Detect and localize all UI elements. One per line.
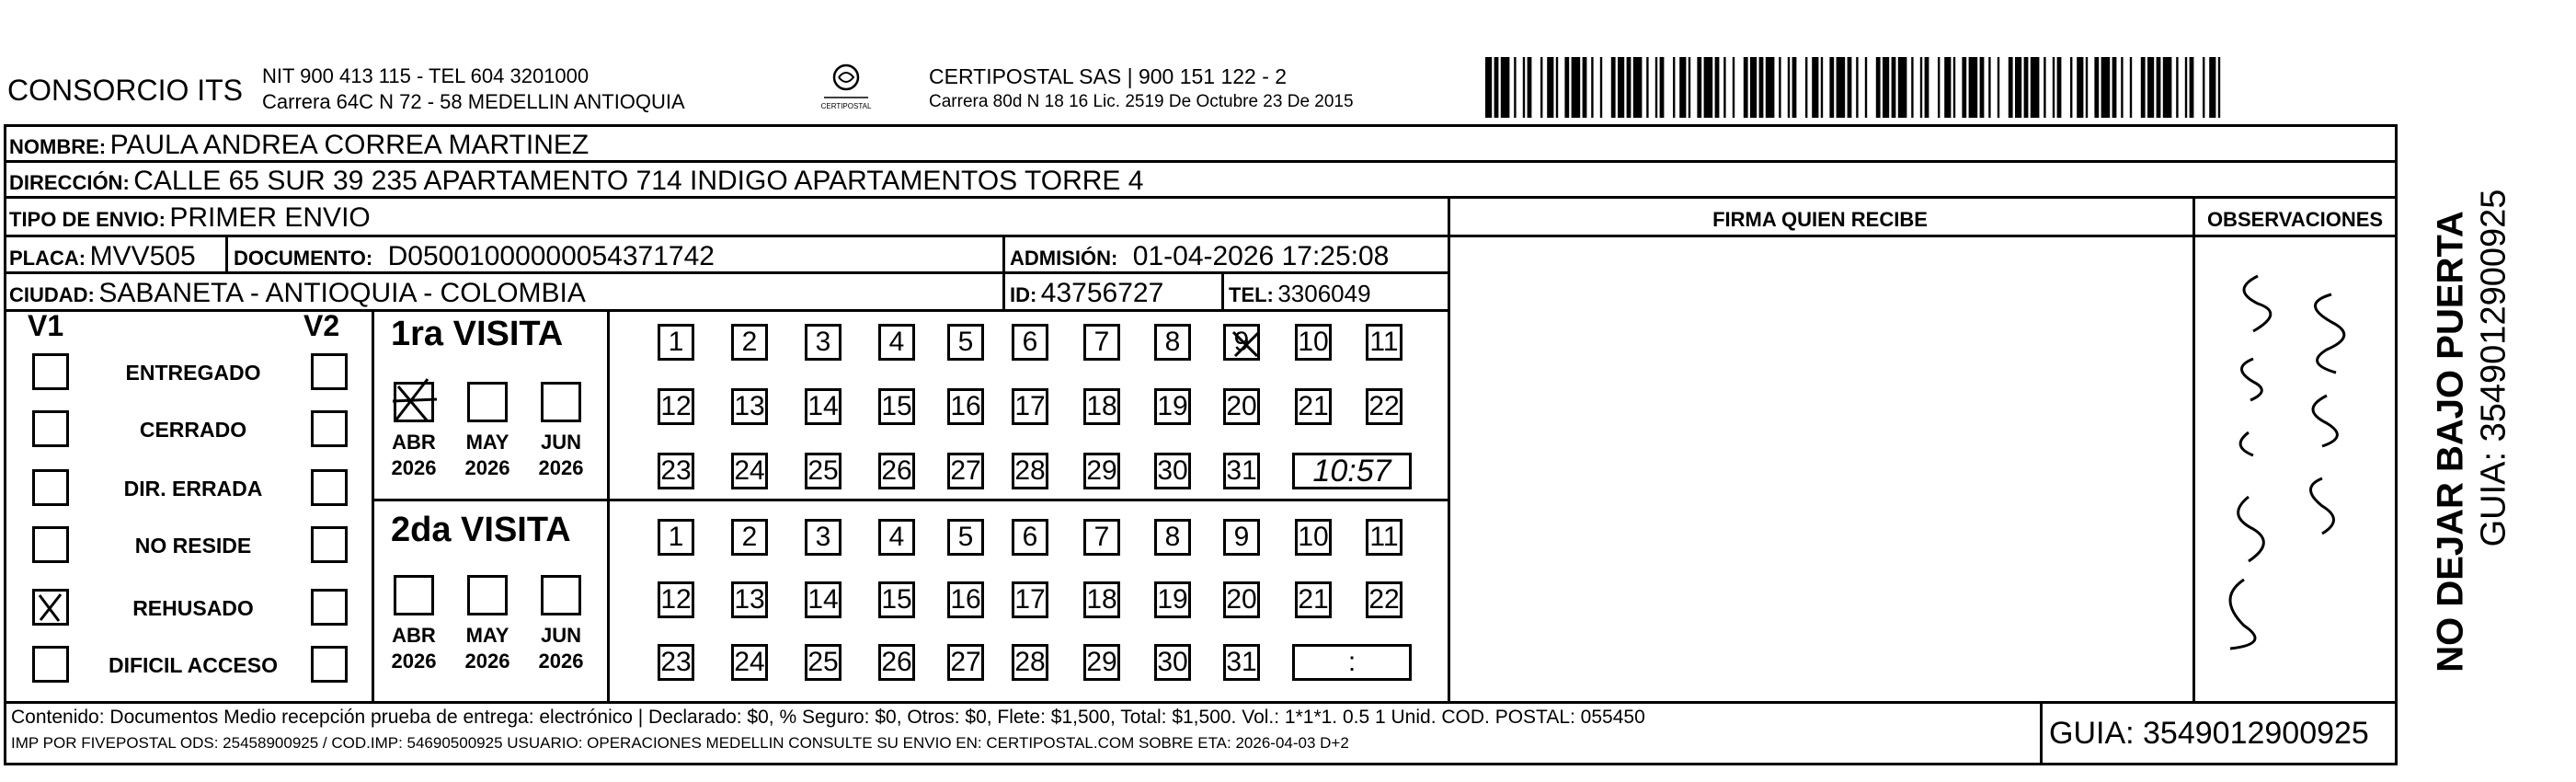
certipostal-logo-icon	[809, 61, 883, 116]
placa-value: MVV505	[89, 241, 196, 271]
first-day-box[interactable]: 14	[805, 388, 841, 425]
nombre-label: NOMBRE:	[9, 135, 107, 158]
second-day-box[interactable]: 19	[1154, 581, 1191, 618]
first-year-label: 2026	[391, 456, 437, 479]
first-day-box[interactable]: 30	[1154, 453, 1191, 489]
v2-checkbox-rehusado[interactable]	[311, 589, 348, 626]
first-day-box[interactable]: 18	[1083, 388, 1120, 425]
documento-value: D05001000000054371742	[387, 241, 715, 271]
second-day-box[interactable]: 16	[947, 581, 984, 618]
second-day-box[interactable]: 7	[1083, 519, 1120, 556]
footer-imp: IMP POR FIVEPOSTAL ODS: 25458900925 / COD.IMP: 54690500925 USUARIO: OPERACIONES MEDELLIN CONSULTE SU ENVIO EN: CERTIPOSTAL.COM SOBRE ETA: 2026-04-03 D+2	[11, 734, 1349, 752]
second-day-box[interactable]: 29	[1083, 644, 1120, 681]
first-year-label: 2026	[464, 456, 510, 479]
first-day-box[interactable]: 9	[1223, 324, 1260, 361]
second-day-box[interactable]: 30	[1154, 644, 1191, 681]
second-day-box[interactable]: 15	[878, 581, 915, 618]
second-day-box[interactable]: 18	[1083, 581, 1120, 618]
second-month-checkbox-abr[interactable]	[394, 575, 434, 615]
id-label: ID:	[1010, 283, 1037, 306]
v1-checkbox-cerrado[interactable]	[32, 410, 69, 447]
tipo-envio-value: PRIMER ENVIO	[169, 202, 371, 233]
second-year-label: 2026	[464, 650, 510, 673]
second-day-box[interactable]: 12	[658, 581, 694, 618]
first-day-box[interactable]: 31	[1223, 453, 1260, 489]
second-day-box[interactable]: 6	[1012, 519, 1048, 556]
first-day-box[interactable]: 17	[1012, 388, 1048, 425]
check-mark-icon	[1230, 328, 1263, 367]
second-day-box[interactable]: 20	[1223, 581, 1260, 618]
second-day-box[interactable]: 10	[1295, 519, 1332, 556]
barcode-icon	[1485, 57, 2221, 118]
first-day-box[interactable]: 12	[658, 388, 694, 425]
first-day-box[interactable]: 3	[805, 324, 841, 361]
second-day-box[interactable]: 27	[947, 644, 984, 681]
second-day-box[interactable]: 8	[1154, 519, 1191, 556]
reason-label: DIFICIL ACCESO	[108, 653, 278, 677]
second-day-box[interactable]: 25	[805, 644, 841, 681]
carrier-name: CERTIPOSTAL SAS | 900 151 122 - 2	[929, 64, 1288, 88]
tel-value: 3306049	[1277, 280, 1371, 307]
v1-checkbox-rehusado[interactable]	[32, 589, 69, 626]
second-day-box[interactable]: 24	[731, 644, 768, 681]
first-day-box[interactable]: 28	[1012, 453, 1048, 489]
second-day-box[interactable]: 22	[1366, 581, 1402, 618]
second-day-box[interactable]: 28	[1012, 644, 1048, 681]
first-day-box[interactable]: 23	[658, 453, 694, 489]
logo-text: CERTIPOSTAL	[820, 102, 872, 110]
second-visit-title: 2da VISITA	[391, 511, 571, 549]
first-day-box[interactable]: 26	[878, 453, 915, 489]
first-month-checkbox-jun[interactable]	[541, 382, 581, 422]
first-day-box[interactable]: 8	[1154, 324, 1191, 361]
first-day-box[interactable]: 27	[947, 453, 984, 489]
v1-checkbox-dir-errada[interactable]	[32, 469, 69, 506]
second-day-box[interactable]: 3	[805, 519, 841, 556]
second-day-box[interactable]: 13	[731, 581, 768, 618]
footer-guia: GUIA: 3549012900925	[2049, 716, 2369, 751]
v2-checkbox-dir-errada[interactable]	[311, 469, 348, 506]
v2-checkbox-dificil-acceso[interactable]	[311, 646, 348, 683]
first-month-label: MAY	[465, 431, 509, 454]
first-day-box[interactable]: 20	[1223, 388, 1260, 425]
reason-label: CERRADO	[139, 418, 247, 442]
side-guia: GUIA: 3549012900925	[2474, 189, 2513, 547]
reason-label: NO RESIDE	[134, 534, 252, 558]
reason-label: DIR. ERRADA	[123, 477, 263, 500]
second-year-label: 2026	[538, 650, 584, 673]
v2-checkbox-entregado[interactable]	[311, 353, 348, 390]
first-day-box[interactable]: 11	[1366, 324, 1402, 361]
v1-checkbox-no-reside[interactable]	[32, 526, 69, 563]
second-day-box[interactable]: 2	[731, 519, 768, 556]
tipo-envio-label: TIPO DE ENVIO:	[9, 208, 166, 231]
company-address: Carrera 64C N 72 - 58 MEDELLIN ANTIOQUIA	[262, 90, 685, 113]
first-day-box[interactable]: 15	[878, 388, 915, 425]
second-day-box[interactable]: 1	[658, 519, 694, 556]
first-year-label: 2026	[538, 456, 584, 479]
first-day-box[interactable]: 2	[731, 324, 768, 361]
v1-checkbox-entregado[interactable]	[32, 353, 69, 390]
company-name: CONSORCIO ITS	[7, 74, 244, 107]
second-month-checkbox-may[interactable]	[467, 575, 508, 615]
first-day-box[interactable]: 6	[1012, 324, 1048, 361]
second-day-box[interactable]: 14	[805, 581, 841, 618]
carrier-address: Carrera 80d N 18 16 Lic. 2519 De Octubre 23 De 2015	[929, 92, 1354, 111]
direccion-value: CALLE 65 SUR 39 235 APARTAMENTO 714 INDIGO APARTAMENTOS TORRE 4	[133, 166, 1144, 196]
reason-label: REHUSADO	[132, 596, 254, 620]
second-day-box[interactable]: 21	[1295, 581, 1332, 618]
side-warning: NO DEJAR BAJO PUERTA	[2430, 211, 2471, 673]
first-month-label: JUN	[540, 431, 581, 454]
first-month-checkbox-abr[interactable]	[394, 382, 434, 422]
first-month-label: ABR	[392, 431, 436, 454]
check-mark-icon	[35, 592, 66, 623]
first-day-box[interactable]: 25	[805, 453, 841, 489]
id-value: 43756727	[1040, 278, 1164, 308]
first-day-box[interactable]: 22	[1366, 388, 1402, 425]
second-day-box[interactable]: 4	[878, 519, 915, 556]
second-month-label: JUN	[540, 624, 581, 647]
placa-label: PLACA:	[9, 247, 86, 270]
first-day-box[interactable]: 16	[947, 388, 984, 425]
first-day-box[interactable]: 24	[731, 453, 768, 489]
footer-contenido: Contenido: Documentos Medio recepción prueba de entrega: electrónico | Declarado: $0, % Seguro: $0, Otros: $0, Flete: $1,500, Total: $1,500. Vol.: 1*1*1. 0.5 1 Unid. COD. POSTAL: 055450	[11, 707, 1645, 728]
first-day-box[interactable]: 29	[1083, 453, 1120, 489]
first-time-box[interactable]: 10:57	[1292, 453, 1412, 489]
ciudad-value: SABANETA - ANTIOQUIA - COLOMBIA	[98, 278, 586, 308]
v1-checkbox-dificil-acceso[interactable]	[32, 646, 69, 683]
second-day-box[interactable]: 23	[658, 644, 694, 681]
first-day-box[interactable]: 19	[1154, 388, 1191, 425]
company-nit: NIT 900 413 115 - TEL 604 3201000	[262, 64, 590, 87]
second-day-box[interactable]: 26	[878, 644, 915, 681]
nombre-value: PAULA ANDREA CORREA MARTINEZ	[109, 130, 590, 160]
second-day-box[interactable]: 17	[1012, 581, 1048, 618]
firma-label: FIRMA QUIEN RECIBE	[1712, 208, 1928, 231]
ciudad-label: CIUDAD:	[9, 283, 95, 306]
second-day-box[interactable]: 5	[947, 519, 984, 556]
v1-label: V1	[28, 309, 64, 342]
first-day-box[interactable]: 10	[1295, 324, 1332, 361]
first-day-box[interactable]: 4	[878, 324, 915, 361]
observaciones-label: OBSERVACIONES	[2206, 208, 2384, 231]
first-visit-title: 1ra VISITA	[391, 315, 564, 353]
second-time-box[interactable]: :	[1292, 644, 1412, 681]
second-day-box[interactable]: 9	[1223, 519, 1260, 556]
tel-label: TEL:	[1229, 283, 1274, 306]
first-day-box[interactable]: 7	[1083, 324, 1120, 361]
second-day-box[interactable]: 31	[1223, 644, 1260, 681]
second-month-label: ABR	[392, 624, 436, 647]
first-day-box[interactable]: 5	[947, 324, 984, 361]
second-year-label: 2026	[391, 650, 437, 673]
v2-checkbox-no-reside[interactable]	[311, 526, 348, 563]
first-month-checkbox-may[interactable]	[467, 382, 508, 422]
admision-value: 01-04-2026 17:25:08	[1132, 241, 1390, 271]
first-day-box[interactable]: 1	[658, 324, 694, 361]
first-day-box[interactable]: 21	[1295, 388, 1332, 425]
direccion-label: DIRECCIÓN:	[9, 171, 130, 194]
first-day-box[interactable]: 13	[731, 388, 768, 425]
second-month-label: MAY	[465, 624, 509, 647]
v2-checkbox-cerrado[interactable]	[311, 410, 348, 447]
documento-label: DOCUMENTO:	[234, 247, 373, 270]
second-month-checkbox-jun[interactable]	[541, 575, 581, 615]
reason-label: ENTREGADO	[125, 361, 261, 385]
second-day-box[interactable]: 11	[1366, 519, 1402, 556]
v2-label: V2	[303, 309, 340, 342]
handwritten-signature-icon	[2203, 258, 2387, 662]
check-mark-icon	[391, 377, 446, 423]
admision-label: ADMISIÓN:	[1010, 247, 1118, 270]
